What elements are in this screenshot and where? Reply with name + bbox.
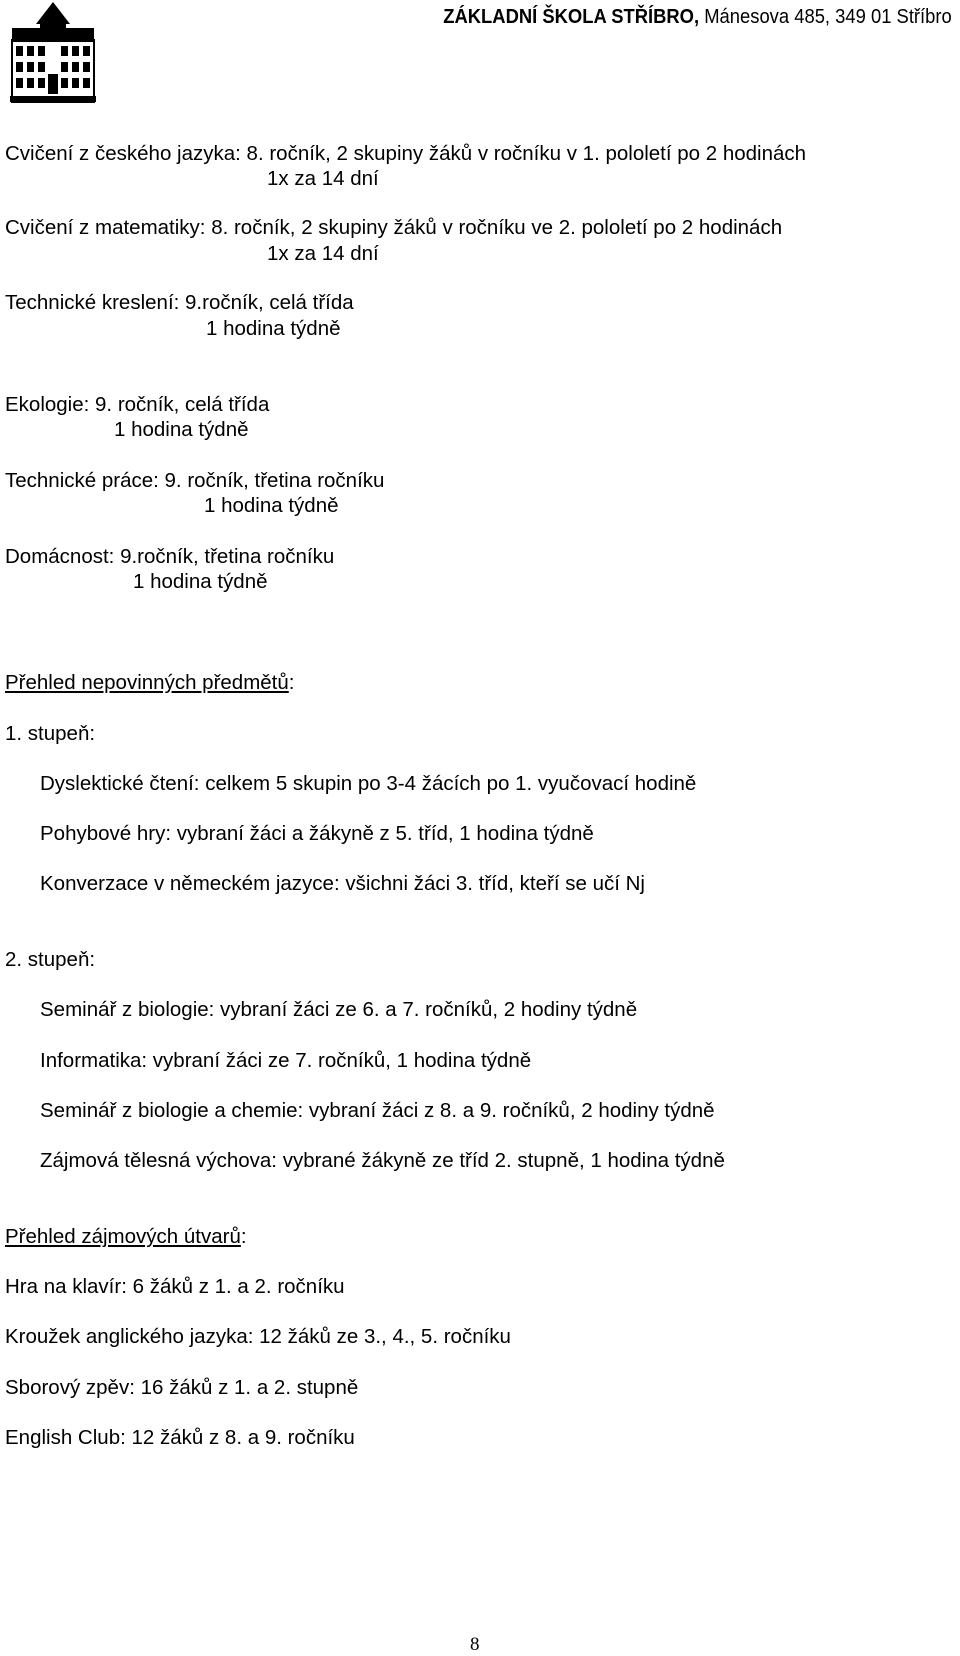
list-item-choir: Sborový zpěv: 16 žáků z 1. a 2. stupně: [5, 1376, 359, 1399]
list-item-english-club: English Club: 12 žáků z 8. a 9. ročníku: [5, 1426, 355, 1449]
optional-subjects-heading: Přehled nepovinných předmětů:: [5, 671, 295, 694]
list-item-biology-chemistry-seminar: Seminář z biologie a chemie: vybraní žáci z 8. a 9. ročníků, 2 hodiny týdně: [40, 1099, 715, 1122]
list-item-biology-seminar: Seminář z biologie: vybraní žáci ze 6. a 7. ročníků, 2 hodiny týdně: [40, 998, 638, 1021]
line-household: Domácnost: 9.ročník, třetina ročníku: [5, 545, 335, 568]
list-item-english-club-junior: Kroužek anglického jazyka: 12 žáků ze 3., 4., 5. ročníku: [5, 1325, 511, 1348]
school-building-logo: [10, 0, 96, 106]
level-1-heading: 1. stupeň:: [5, 722, 96, 745]
school-address: Mánesova 485, 349 01 Stříbro: [699, 6, 952, 28]
level-2-heading: 2. stupeň:: [5, 948, 96, 971]
line-technical-drawing-hours: 1 hodina týdně: [206, 317, 341, 340]
list-item-movement-games: Pohybové hry: vybraní žáci a žákyně z 5. tříd, 1 hodina týdně: [40, 822, 594, 845]
line-math-frequency: 1x za 14 dní: [267, 242, 379, 265]
list-item-german-conversation: Konverzace v německém jazyce: všichni žáci 3. tříd, kteří se učí Nj: [40, 872, 645, 895]
line-czech-exercise: Cvičení z českého jazyka: 8. ročník, 2 skupiny žáků v ročníku v 1. pololetí po 2 hodinách: [5, 142, 807, 165]
line-technical-work: Technické práce: 9. ročník, třetina ročníku: [5, 469, 385, 492]
school-name: ZÁKLADNÍ ŠKOLA STŘÍBRO,: [443, 6, 700, 28]
list-item-piano: Hra na klavír: 6 žáků z 1. a 2. ročníku: [5, 1275, 345, 1298]
page-number: 8: [470, 1634, 480, 1655]
list-item-physical-education: Zájmová tělesná výchova: vybrané žákyně ze tříd 2. stupně, 1 hodina týdně: [40, 1149, 725, 1172]
list-item-dyslexia-reading: Dyslektické čtení: celkem 5 skupin po 3-4 žácích po 1. vyučovací hodině: [40, 772, 697, 795]
line-math-exercise: Cvičení z matematiky: 8. ročník, 2 skupiny žáků v ročníku ve 2. pololetí po 2 hodinách: [5, 216, 783, 239]
line-technical-work-hours: 1 hodina týdně: [204, 494, 339, 517]
line-household-hours: 1 hodina týdně: [133, 570, 268, 593]
line-czech-frequency: 1x za 14 dní: [267, 167, 379, 190]
line-technical-drawing: Technické kreslení: 9.ročník, celá třída: [5, 291, 354, 314]
line-ecology: Ekologie: 9. ročník, celá třída: [5, 393, 270, 416]
clubs-heading: Přehled zájmových útvarů:: [5, 1225, 247, 1248]
list-item-informatics: Informatika: vybraní žáci ze 7. ročníků, 1 hodina týdně: [40, 1049, 532, 1072]
line-ecology-hours: 1 hodina týdně: [114, 418, 249, 441]
school-header: [443, 6, 952, 29]
